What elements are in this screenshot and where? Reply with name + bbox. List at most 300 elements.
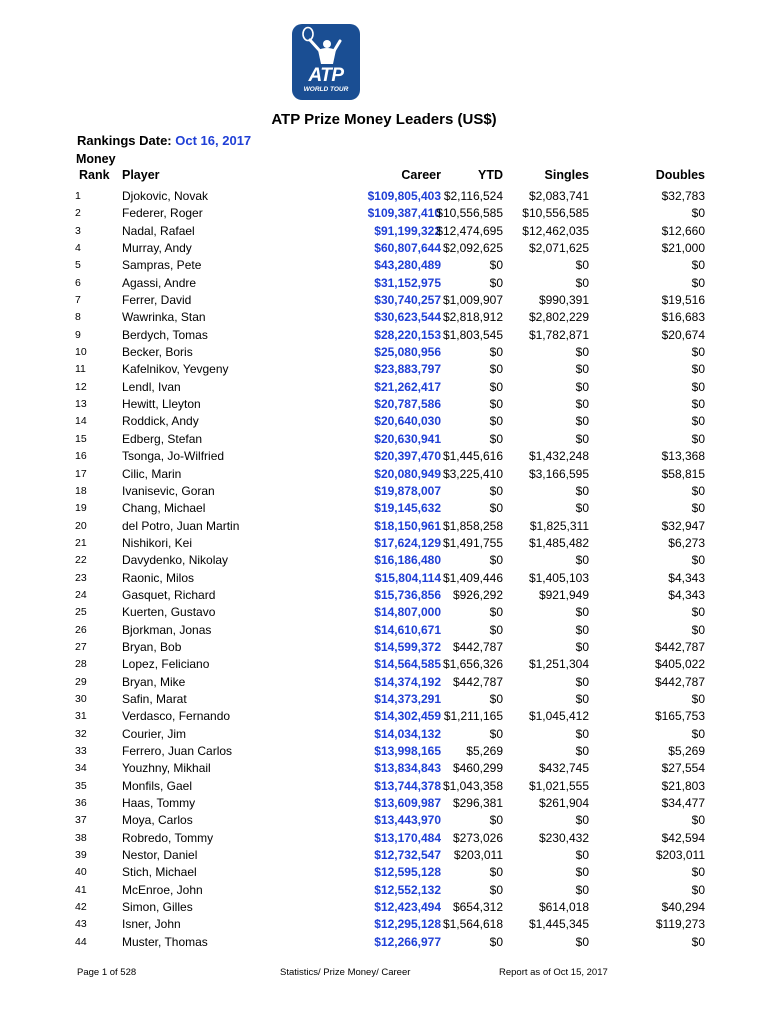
cell-doubles: $4,343 [668, 587, 705, 602]
cell-doubles: $6,273 [668, 535, 705, 550]
cell-ytd: $296,381 [452, 796, 503, 811]
page-title: ATP Prize Money Leaders (US$) [271, 111, 497, 128]
cell-rank: 19 [75, 502, 87, 515]
cell-rank: 34 [75, 762, 87, 775]
cell-rank: 42 [75, 901, 87, 914]
cell-singles: $614,018 [538, 900, 589, 915]
footer-report-date: Report as of Oct 15, 2017 [499, 967, 608, 978]
table-row [0, 535, 768, 552]
cell-ytd: $2,818,912 [442, 310, 503, 325]
cell-rank: 20 [75, 519, 87, 532]
table-row [0, 379, 768, 396]
cell-rank: 16 [75, 450, 87, 463]
cell-rank: 22 [75, 554, 87, 567]
header-career: Career [401, 168, 441, 182]
cell-rank: 23 [75, 571, 87, 584]
cell-ytd: $1,656,326 [442, 657, 503, 672]
table-row [0, 622, 768, 639]
table-row [0, 275, 768, 292]
cell-career: $25,080,956 [374, 345, 441, 360]
table-row [0, 518, 768, 535]
cell-career: $13,834,843 [374, 761, 441, 776]
cell-player: Moya, Carlos [122, 813, 193, 828]
cell-ytd: $926,292 [452, 587, 503, 602]
cell-ytd: $0 [489, 865, 503, 880]
cell-doubles: $0 [691, 258, 705, 273]
cell-singles: $0 [575, 848, 589, 863]
table-row [0, 257, 768, 274]
cell-ytd: $1,803,545 [442, 327, 503, 342]
cell-ytd: $0 [489, 379, 503, 394]
cell-player: Agassi, Andre [122, 275, 197, 290]
cell-career: $31,152,975 [374, 275, 441, 290]
cell-singles: $0 [575, 345, 589, 360]
cell-ytd: $460,299 [452, 761, 503, 776]
cell-doubles: $442,787 [654, 639, 705, 654]
cell-singles: $0 [575, 726, 589, 741]
table-row [0, 934, 768, 951]
cell-singles: $1,485,482 [528, 535, 589, 550]
cell-career: $20,397,470 [374, 449, 441, 464]
cell-rank: 28 [75, 658, 87, 671]
cell-career: $12,552,132 [374, 882, 441, 897]
table-row [0, 604, 768, 621]
cell-singles: $2,802,229 [528, 310, 589, 325]
cell-player: Gasquet, Richard [122, 587, 216, 602]
cell-career: $13,170,484 [374, 830, 441, 845]
cell-doubles: $32,947 [661, 518, 705, 533]
table-row [0, 778, 768, 795]
cell-ytd: $273,026 [452, 830, 503, 845]
cell-player: Stich, Michael [122, 865, 197, 880]
cell-ytd: $0 [489, 362, 503, 377]
cell-doubles: $0 [691, 865, 705, 880]
cell-rank: 35 [75, 779, 87, 792]
table-row [0, 708, 768, 725]
cell-career: $13,443,970 [374, 813, 441, 828]
cell-singles: $0 [575, 553, 589, 568]
cell-singles: $12,462,035 [522, 223, 589, 238]
cell-rank: 2 [75, 207, 81, 220]
cell-career: $14,610,671 [374, 622, 441, 637]
cell-ytd: $0 [489, 934, 503, 949]
cell-singles: $0 [575, 431, 589, 446]
cell-rank: 26 [75, 623, 87, 636]
cell-ytd: $5,269 [466, 744, 503, 758]
cell-singles: $0 [575, 501, 589, 516]
cell-rank: 15 [75, 432, 87, 445]
cell-doubles: $34,477 [661, 796, 705, 811]
cell-ytd: $1,409,446 [442, 570, 503, 585]
cell-player: Haas, Tommy [122, 796, 196, 811]
cell-singles: $0 [575, 882, 589, 897]
cell-ytd: $1,043,358 [442, 778, 503, 793]
table-row [0, 188, 768, 205]
cell-player: Muster, Thomas [122, 934, 208, 949]
cell-doubles: $0 [691, 553, 705, 568]
table-row [0, 760, 768, 777]
cell-doubles: $0 [691, 345, 705, 360]
cell-doubles: $0 [691, 362, 705, 377]
cell-rank: 14 [75, 415, 87, 428]
cell-career: $17,624,129 [374, 535, 441, 550]
cell-career: $14,807,000 [374, 605, 441, 620]
cell-career: $14,373,291 [374, 691, 441, 706]
cell-singles: $1,825,311 [529, 518, 589, 533]
cell-rank: 10 [75, 346, 87, 359]
cell-player: Bryan, Bob [122, 639, 182, 654]
cell-ytd: $1,445,616 [442, 449, 503, 464]
table-row [0, 466, 768, 483]
cell-player: Tsonga, Jo-Wilfried [122, 449, 225, 464]
cell-singles: $921,949 [538, 587, 589, 602]
cell-ytd: $0 [489, 605, 503, 620]
cell-career: $15,804,114 [374, 570, 441, 585]
rankings-date [77, 133, 251, 148]
cell-ytd: $0 [489, 553, 503, 568]
cell-singles: $10,556,585 [522, 206, 589, 221]
cell-rank: 24 [75, 588, 87, 601]
cell-singles: $990,391 [538, 293, 589, 308]
cell-singles: $0 [575, 691, 589, 706]
table-row [0, 639, 768, 656]
header-ytd: YTD [478, 168, 503, 182]
cell-ytd: $1,858,258 [442, 518, 503, 533]
cell-career: $19,878,007 [374, 483, 441, 498]
cell-singles: $0 [575, 258, 589, 273]
table-row [0, 882, 768, 899]
cell-ytd: $442,787 [452, 639, 503, 654]
cell-player: Federer, Roger [122, 206, 203, 221]
cell-singles: $0 [575, 362, 589, 377]
header-singles: Singles [544, 168, 589, 182]
cell-rank: 43 [75, 918, 87, 931]
cell-doubles: $0 [691, 431, 705, 446]
cell-singles: $0 [575, 744, 589, 758]
cell-rank: 1 [75, 190, 81, 202]
cell-player: Lendl, Ivan [122, 379, 181, 394]
table-row [0, 812, 768, 829]
cell-doubles: $0 [691, 483, 705, 498]
cell-ytd: $1,009,907 [442, 293, 503, 308]
cell-career: $43,280,489 [374, 258, 441, 273]
cell-rank: 33 [75, 745, 87, 757]
cell-player: Wawrinka, Stan [122, 310, 206, 325]
cell-rank: 29 [75, 675, 87, 688]
cell-career: $21,262,417 [374, 379, 441, 394]
table-row [0, 656, 768, 673]
cell-doubles: $58,815 [661, 466, 705, 481]
cell-ytd: $0 [489, 691, 503, 706]
cell-career: $12,266,977 [374, 934, 441, 949]
cell-doubles: $13,368 [661, 449, 705, 464]
cell-player: Verdasco, Fernando [122, 709, 231, 724]
atp-logo [292, 24, 360, 100]
cell-rank: 39 [75, 849, 87, 862]
cell-singles: $0 [575, 605, 589, 620]
table-row [0, 396, 768, 413]
cell-ytd: $0 [489, 275, 503, 290]
cell-singles: $432,745 [538, 761, 589, 776]
cell-rank: 38 [75, 831, 87, 844]
cell-rank: 8 [75, 311, 81, 324]
cell-rank: 40 [75, 866, 87, 879]
cell-career: $18,150,961 [374, 518, 441, 533]
cell-doubles: $165,753 [654, 709, 705, 724]
cell-ytd: $0 [489, 501, 503, 516]
cell-player: Nishikori, Kei [122, 535, 193, 550]
cell-career: $91,199,322 [374, 223, 441, 238]
header-rank: Rank [79, 168, 110, 182]
cell-player: Becker, Boris [122, 345, 193, 360]
cell-career: $20,640,030 [374, 414, 441, 429]
cell-ytd: $0 [489, 882, 503, 897]
cell-rank: 7 [75, 294, 81, 307]
cell-doubles: $0 [691, 622, 705, 637]
cell-player: Ivanisevic, Goran [122, 483, 215, 498]
cell-player: Robredo, Tommy [122, 830, 214, 845]
cell-ytd: $1,564,618 [442, 917, 503, 932]
cell-ytd: $2,092,625 [442, 241, 503, 256]
cell-ytd: $2,116,524 [443, 189, 503, 203]
header-player: Player [122, 168, 160, 182]
cell-singles: $2,071,625 [528, 241, 589, 256]
cell-doubles: $405,022 [654, 657, 705, 672]
header-money: Money [76, 152, 116, 166]
cell-player: Monfils, Gael [122, 778, 193, 793]
cell-rank: 25 [75, 606, 87, 619]
cell-player: Kuerten, Gustavo [122, 605, 216, 620]
cell-ytd: $1,211,165 [443, 709, 503, 724]
cell-doubles: $0 [691, 882, 705, 897]
rankings-date-value: Oct 16, 2017 [175, 133, 252, 148]
table-row [0, 552, 768, 569]
cell-rank: 17 [75, 467, 87, 480]
cell-doubles: $442,787 [654, 674, 705, 689]
cell-doubles: $12,660 [661, 223, 705, 238]
cell-singles: $0 [575, 414, 589, 429]
cell-career: $60,807,644 [374, 241, 441, 256]
table-row [0, 726, 768, 743]
cell-doubles: $0 [691, 414, 705, 429]
cell-doubles: $0 [691, 726, 705, 741]
table-row [0, 327, 768, 344]
cell-career: $13,744,378 [374, 778, 441, 793]
cell-doubles: $0 [691, 397, 705, 412]
cell-singles: $0 [575, 934, 589, 949]
cell-singles: $0 [575, 483, 589, 498]
cell-player: Djokovic, Novak [122, 189, 209, 203]
cell-doubles: $20,674 [661, 327, 705, 342]
footer-page-number: Page 1 of 528 [77, 967, 137, 978]
cell-singles: $0 [575, 622, 589, 637]
logo-text: ATP [308, 65, 344, 86]
table-row [0, 691, 768, 708]
cell-rank: 21 [75, 536, 87, 549]
cell-doubles: $21,000 [661, 241, 705, 256]
cell-career: $13,609,987 [374, 796, 441, 811]
rankings-date-label: Rankings Date: [77, 133, 172, 148]
cell-player: Nestor, Daniel [122, 848, 198, 863]
cell-ytd: $0 [489, 431, 503, 446]
cell-ytd: $0 [489, 726, 503, 741]
cell-ytd: $0 [489, 258, 503, 273]
cell-player: Sampras, Pete [122, 258, 202, 273]
cell-player: Raonic, Milos [122, 570, 195, 585]
cell-player: Isner, John [122, 917, 181, 932]
cell-singles: $1,251,304 [528, 657, 589, 672]
cell-rank: 11 [75, 363, 86, 376]
cell-singles: $0 [575, 674, 589, 689]
cell-career: $12,595,128 [374, 865, 441, 880]
cell-doubles: $0 [691, 206, 705, 221]
cell-doubles: $42,594 [661, 830, 705, 845]
cell-doubles: $32,783 [661, 189, 705, 203]
cell-career: $12,295,128 [374, 917, 441, 932]
cell-ytd: $0 [489, 397, 503, 412]
cell-rank: 37 [75, 814, 87, 827]
cell-singles: $3,166,595 [528, 466, 589, 481]
table-row [0, 309, 768, 326]
cell-doubles: $27,554 [661, 761, 705, 776]
table-row [0, 743, 768, 760]
cell-player: Youzhny, Mikhail [122, 761, 211, 776]
cell-doubles: $0 [691, 275, 705, 290]
cell-player: Berdych, Tomas [122, 327, 208, 342]
cell-rank: 3 [75, 224, 81, 237]
cell-player: Simon, Gilles [122, 900, 193, 915]
cell-ytd: $0 [489, 483, 503, 498]
cell-player: del Potro, Juan Martin [122, 518, 240, 533]
cell-career: $16,186,480 [374, 553, 441, 568]
table-row [0, 223, 768, 240]
table-row [0, 899, 768, 916]
cell-singles: $0 [575, 639, 589, 654]
cell-rank: 5 [75, 259, 81, 272]
table-row [0, 448, 768, 465]
cell-doubles: $0 [691, 605, 705, 620]
cell-career: $12,423,494 [374, 900, 441, 915]
table-row [0, 431, 768, 448]
cell-player: Murray, Andy [122, 241, 192, 256]
cell-rank: 6 [75, 276, 81, 289]
cell-ytd: $442,787 [452, 674, 503, 689]
cell-career: $13,998,165 [374, 744, 441, 758]
cell-career: $30,740,257 [374, 293, 441, 308]
cell-singles: $1,045,412 [528, 709, 589, 724]
footer-breadcrumb: Statistics/ Prize Money/ Career [280, 967, 411, 978]
cell-doubles: $0 [691, 691, 705, 706]
cell-ytd: $0 [489, 345, 503, 360]
cell-ytd: $0 [489, 813, 503, 828]
cell-singles: $0 [575, 813, 589, 828]
cell-rank: 27 [75, 640, 87, 653]
cell-rank: 44 [75, 935, 87, 948]
cell-doubles: $119,273 [655, 917, 705, 932]
cell-doubles: $0 [691, 501, 705, 516]
cell-rank: 36 [75, 797, 87, 810]
cell-ytd: $3,225,410 [442, 466, 503, 481]
cell-player: Chang, Michael [122, 501, 206, 516]
cell-ytd: $1,491,755 [442, 535, 503, 550]
table-row [0, 864, 768, 881]
cell-player: Cilic, Marin [122, 466, 182, 481]
cell-doubles: $21,803 [661, 778, 705, 793]
cell-rank: 13 [75, 398, 87, 411]
cell-career: $23,883,797 [374, 362, 441, 377]
table-row [0, 674, 768, 691]
table-row [0, 413, 768, 430]
prize-money-table [0, 188, 768, 951]
cell-career: $14,564,585 [374, 657, 441, 672]
table-row [0, 361, 768, 378]
cell-singles: $1,432,248 [528, 449, 589, 464]
cell-player: Nadal, Rafael [122, 223, 195, 238]
cell-player: Bjorkman, Jonas [122, 622, 212, 637]
cell-career: $14,034,132 [374, 726, 441, 741]
cell-doubles: $5,269 [668, 744, 705, 758]
table-row [0, 570, 768, 587]
cell-player: Hewitt, Lleyton [122, 397, 201, 412]
cell-player: Courier, Jim [122, 726, 187, 741]
cell-player: Edberg, Stefan [122, 431, 203, 446]
cell-career: $20,080,949 [374, 466, 441, 481]
table-row [0, 205, 768, 222]
cell-rank: 31 [75, 710, 87, 723]
cell-player: Ferrero, Juan Carlos [122, 744, 233, 758]
cell-player: Davydenko, Nikolay [122, 553, 229, 568]
cell-rank: 12 [75, 380, 87, 393]
table-row [0, 795, 768, 812]
cell-rank: 4 [75, 242, 81, 255]
cell-doubles: $203,011 [655, 848, 705, 863]
cell-singles: $261,904 [538, 796, 589, 811]
cell-doubles: $16,683 [661, 310, 705, 325]
cell-player: Kafelnikov, Yevgeny [122, 362, 229, 377]
cell-rank: 18 [75, 484, 87, 497]
table-row [0, 587, 768, 604]
cell-ytd: $10,556,585 [436, 206, 503, 221]
cell-singles: $0 [575, 275, 589, 290]
table-row [0, 483, 768, 500]
cell-ytd: $0 [489, 414, 503, 429]
cell-singles: $2,083,741 [528, 189, 589, 203]
cell-rank: 9 [75, 328, 81, 341]
cell-ytd: $654,312 [452, 900, 503, 915]
table-row [0, 292, 768, 309]
cell-player: Safin, Marat [122, 691, 187, 706]
cell-career: $14,374,192 [374, 674, 441, 689]
header-doubles: Doubles [655, 168, 705, 182]
cell-career: $28,220,153 [374, 327, 441, 342]
cell-ytd: $12,474,695 [436, 223, 503, 238]
cell-singles: $0 [575, 379, 589, 394]
logo-subtext: WORLD TOUR [303, 86, 349, 93]
cell-career: $14,302,459 [374, 709, 441, 724]
cell-career: $30,623,544 [374, 310, 441, 325]
table-row [0, 500, 768, 517]
cell-career: $19,145,632 [374, 501, 441, 516]
table-row [0, 344, 768, 361]
cell-career: $109,387,410 [367, 206, 441, 221]
cell-doubles: $0 [691, 379, 705, 394]
cell-singles: $0 [575, 397, 589, 412]
cell-career: $20,787,586 [374, 397, 441, 412]
cell-ytd: $0 [489, 622, 503, 637]
cell-doubles: $40,294 [661, 900, 705, 915]
cell-rank: 41 [75, 883, 87, 896]
cell-singles: $1,445,345 [528, 917, 589, 932]
